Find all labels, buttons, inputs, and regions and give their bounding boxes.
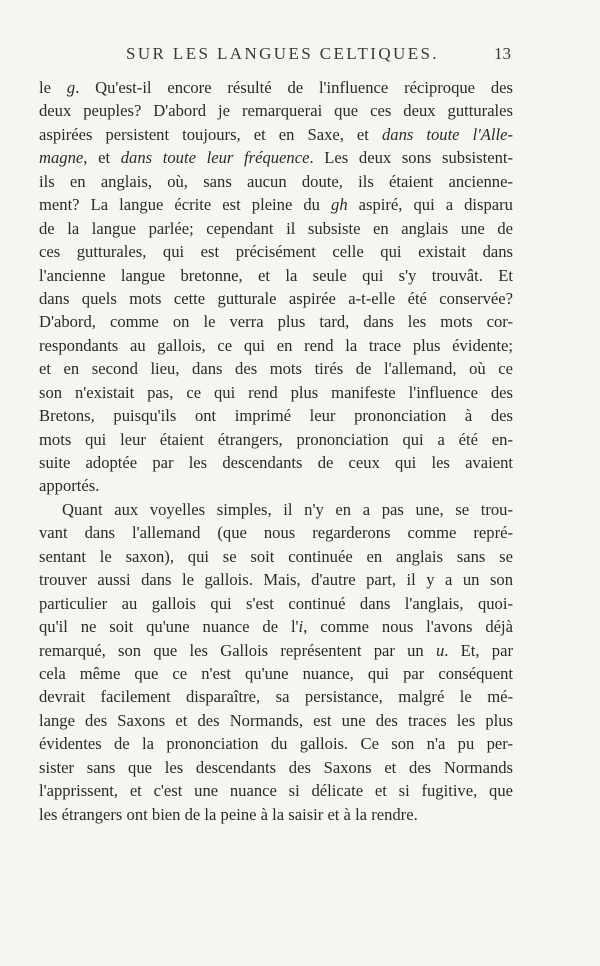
text-segment: . Les deux sons subsistent- [309, 148, 514, 168]
text-segment: vant dans l'allemand (que nous regarderons comme repré- [39, 523, 513, 543]
text-line [39, 381, 513, 404]
text-line [39, 217, 513, 240]
text-segment: remarqué, son que les Gallois représentent par un [39, 640, 436, 660]
text-line [39, 76, 513, 99]
text-line [39, 170, 513, 193]
text-segment: lange des Saxons et des Normands, est une des traces les plus [39, 710, 513, 730]
text-segment: sister sans que les descendants des Saxons et des Normands [39, 757, 513, 777]
text-segment: le [39, 78, 67, 97]
text-segment: les étrangers ont bien de la peine à la saisir et à la rendre. [39, 804, 418, 824]
text-line [39, 123, 513, 146]
text-segment: . Et, par [444, 640, 513, 660]
text-segment: de la langue parlée; cependant il subsiste en anglais une de [39, 218, 513, 238]
text-line [39, 240, 513, 263]
text-line [39, 428, 513, 451]
text-segment: Quant aux voyelles simples, il n'y en a pas une, se trou- [62, 499, 513, 519]
text-line [39, 639, 513, 662]
text-line [39, 545, 513, 568]
text-line [39, 709, 513, 732]
text-line [39, 287, 513, 310]
text-segment: particulier au gallois qui s'est continué dans l'anglais, quoi- [39, 593, 513, 613]
text-line [39, 756, 513, 779]
text-line [39, 310, 513, 333]
text-line [39, 146, 513, 169]
text-segment: suite adoptée par les descendants de ceux qui les avaient [39, 453, 513, 472]
text-segment: sentant le saxon), qui se soit continuée en anglais sans se [39, 546, 513, 566]
text-segment: dans quels mots cette gutturale aspirée a-t-elle été conservée? [39, 288, 513, 308]
text-segment: ils en anglais, où, sans aucun doute, ils étaient ancienne- [39, 171, 513, 191]
text-line [39, 474, 513, 497]
italic-text: magne [39, 148, 84, 168]
text-line [39, 521, 513, 544]
text-line [39, 99, 513, 122]
page-number: 13 [494, 44, 511, 63]
text-segment: aspirées persistent toujours, et en Saxe, et [39, 124, 382, 144]
body-text [39, 76, 513, 826]
text-line [39, 592, 513, 615]
text-line [39, 615, 513, 638]
text-segment: trouver aussi dans le gallois. Mais, d'autre part, il y a un son [39, 570, 513, 590]
text-segment: . Qu'est-il encore résulté de l'influence réciproque des [75, 78, 513, 97]
text-segment: ces gutturales, qui est précisément celle qui existait dans [39, 242, 513, 262]
text-line [39, 662, 513, 685]
text-line [39, 404, 513, 427]
italic-text: u [435, 640, 445, 660]
italic-text: g [66, 78, 76, 97]
italic-text: dans toute leur fréquence [120, 148, 310, 168]
running-title: SUR LES LANGUES CELTIQUES. [126, 44, 440, 63]
text-line [39, 334, 513, 357]
text-segment: ment? La langue écrite est pleine du [39, 195, 332, 215]
text-segment: apportés. [39, 476, 100, 496]
italic-text: dans toute l'Alle- [381, 124, 514, 144]
text-segment: devrait facilement disparaître, sa persistance, malgré le mé- [39, 687, 513, 707]
text-segment: son n'existait pas, ce qui rend plus manifeste l'influence des [39, 382, 513, 402]
text-line [39, 498, 513, 521]
text-segment: l'apprissent, et c'est une nuance si délicate et si fugitive, que [39, 781, 513, 801]
text-line [39, 357, 513, 380]
italic-text: gh [331, 195, 348, 215]
text-segment: , et [83, 148, 121, 168]
text-line [39, 264, 513, 287]
text-line [39, 779, 513, 802]
text-segment: mots qui leur étaient étrangers, prononciation qui a été en- [39, 429, 513, 449]
italic-text: i [298, 617, 304, 637]
text-line [39, 193, 513, 216]
text-segment: deux peuples? D'abord je remarquerai que ces deux gutturales [39, 101, 513, 121]
text-line [39, 685, 513, 708]
text-segment: aspiré, qui a disparu [347, 195, 513, 215]
text-segment: D'abord, comme on le verra plus tard, dans les mots cor- [39, 312, 513, 332]
text-line [39, 732, 513, 755]
text-segment: l'ancienne langue bretonne, et la seule qui s'y trouvât. Et [39, 265, 513, 285]
text-line [39, 451, 513, 474]
text-segment: cela même que ce n'est qu'une nuance, qui par conséquent [39, 663, 513, 683]
text-segment: , comme nous l'avons déjà [303, 617, 513, 637]
text-segment: respondants au gallois, ce qui en rend la trace plus évidente; [39, 335, 513, 355]
text-segment: et en second lieu, dans des mots tirés de l'allemand, où ce [39, 359, 513, 379]
text-segment: qu'il ne soit qu'une nuance de l' [39, 617, 299, 637]
text-line [39, 803, 513, 826]
text-segment: Bretons, puisqu'ils ont imprimé leur prononciation à des [39, 406, 513, 426]
text-line [39, 568, 513, 591]
text-segment: évidentes de la prononciation du gallois. Ce son n'a pu per- [39, 734, 513, 754]
